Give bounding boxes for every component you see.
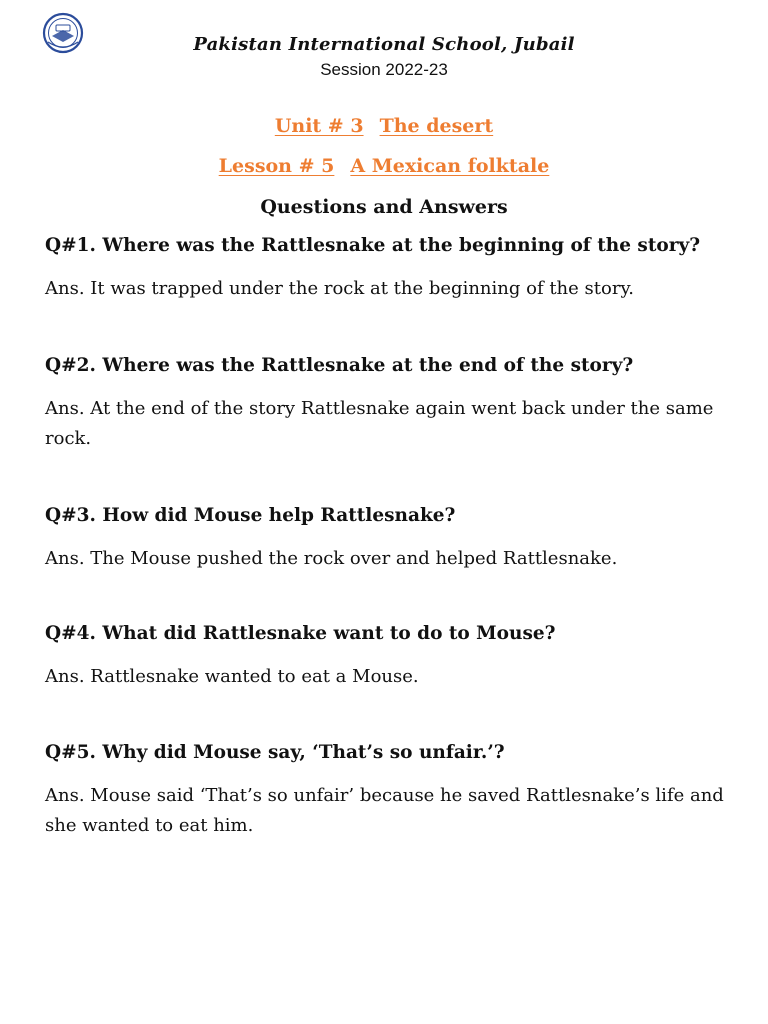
section-title: Questions and Answers: [260, 196, 508, 218]
question-text: Q#5. Why did Mouse say, ‘That’s so unfair.’?: [45, 742, 505, 763]
question-text: Q#2. Where was the Rattlesnake at the end of the story?: [45, 355, 634, 376]
unit-number: Unit # 3: [274, 115, 364, 137]
question-text: Q#4. What did Rattlesnake want to do to Mouse?: [45, 623, 556, 644]
qa-item: [45, 504, 735, 574]
unit-title: The desert: [379, 115, 494, 137]
question-text: Q#3. How did Mouse help Rattlesnake?: [45, 505, 456, 526]
qa-item: [45, 622, 735, 692]
answer-text: Ans. The Mouse pushed the rock over and helped Rattlesnake.: [45, 548, 618, 569]
lesson-number: Lesson # 5: [218, 155, 335, 177]
school-name: Pakistan International School, Jubail: [193, 34, 575, 55]
unit-heading: [0, 115, 768, 137]
qa-item: [45, 741, 735, 841]
lesson-heading: [0, 155, 768, 177]
question-text: Q#1. Where was the Rattlesnake at the beginning of the story?: [45, 235, 701, 256]
lesson-title: A Mexican folktale: [350, 155, 550, 177]
qa-item: [45, 234, 735, 304]
qa-item: [45, 354, 735, 454]
answer-text: Ans. Mouse said ‘That’s so unfair’ because he saved Rattlesnake’s life and she wanted to eat him.: [45, 785, 724, 836]
answer-text: Ans. Rattlesnake wanted to eat a Mouse.: [45, 666, 419, 687]
answer-text: Ans. At the end of the story Rattlesnake again went back under the same rock.: [45, 398, 714, 449]
session-year: Session 2022-23: [320, 60, 448, 79]
answer-text: Ans. It was trapped under the rock at the beginning of the story.: [45, 278, 634, 299]
